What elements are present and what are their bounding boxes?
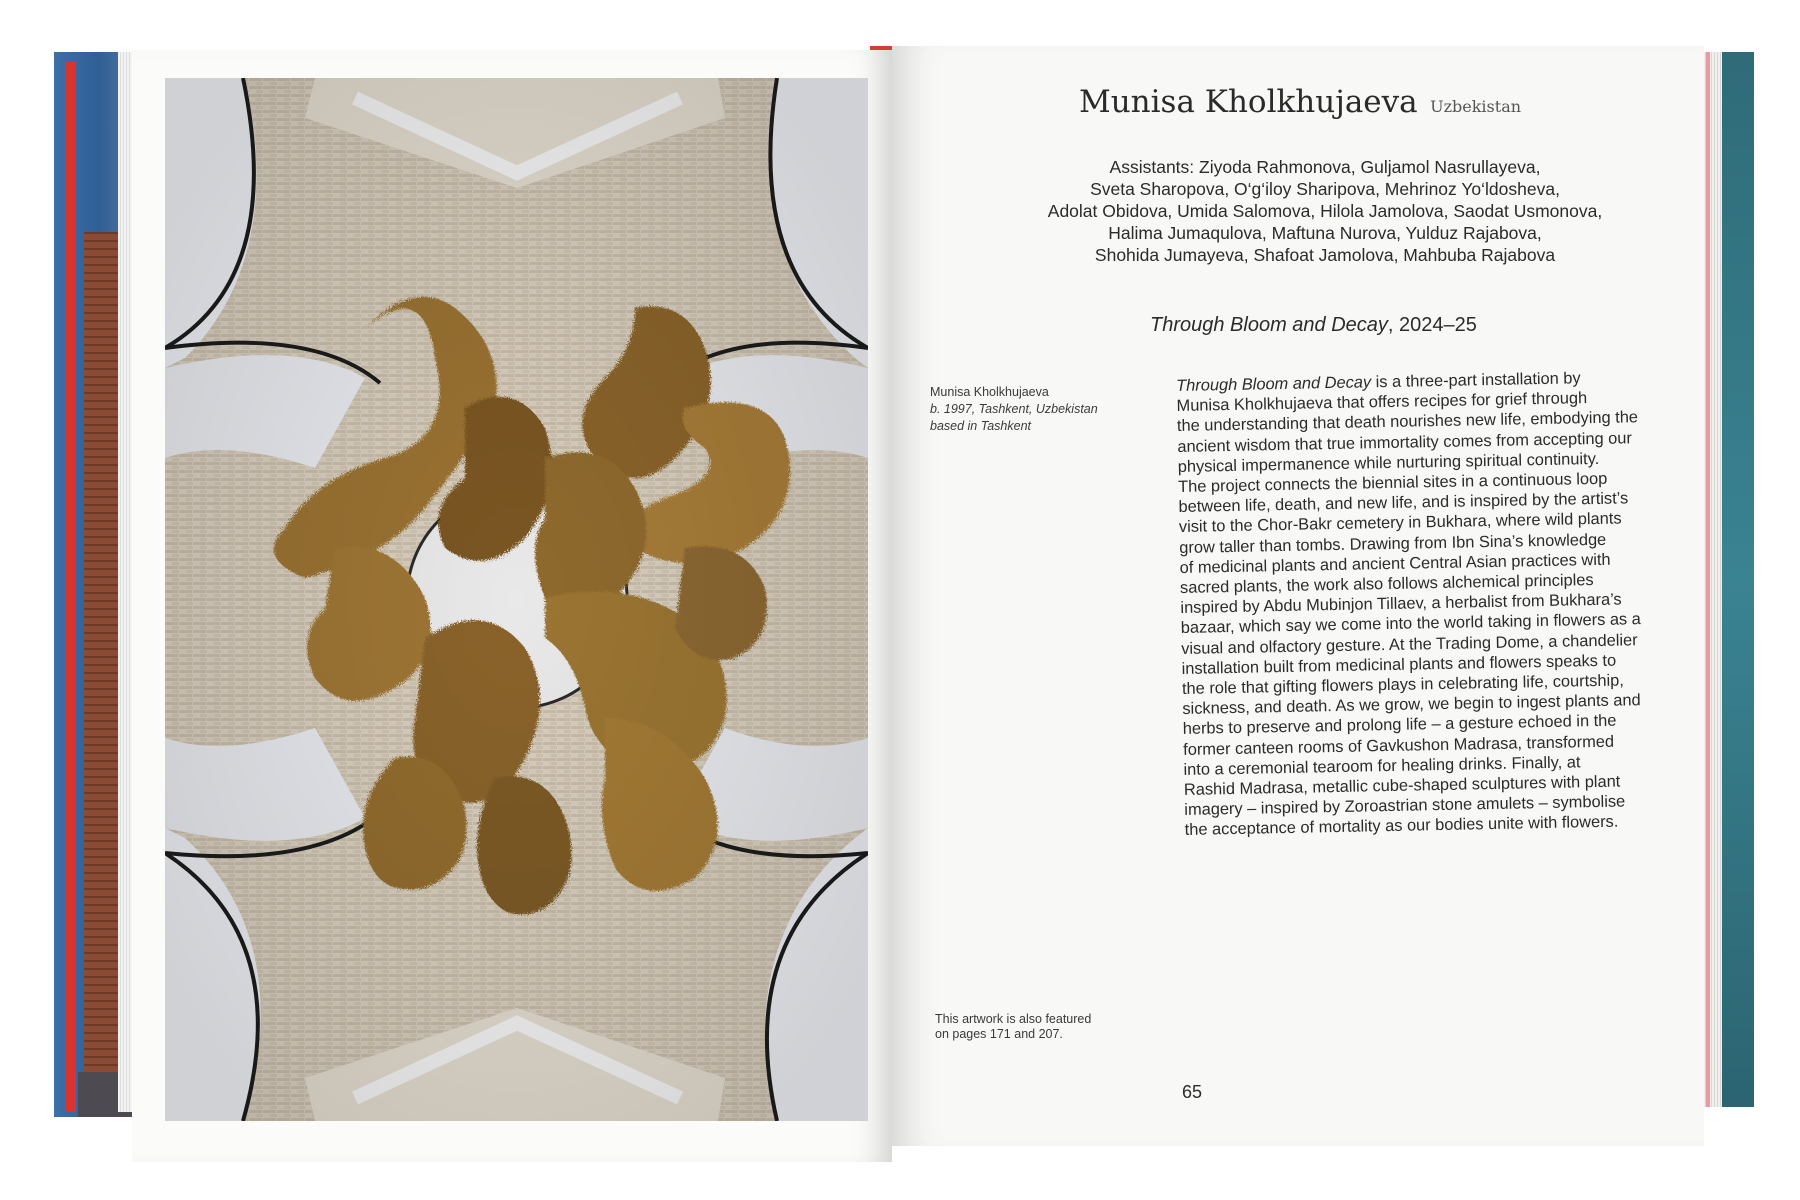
bio-based: based in Tashkent [930, 419, 1032, 433]
assistants-credits [975, 156, 1675, 266]
work-title [1150, 314, 1570, 337]
page-edge-pink-insert [1706, 52, 1710, 1107]
description-line: the understanding that death nourishes new life, embodying the [1176, 408, 1639, 436]
artist-header [1000, 84, 1600, 120]
artist-name: Munisa Kholkhujaeva [1078, 84, 1418, 120]
description-line: of medicinal plants and ancient Central Asian practices with [1179, 550, 1611, 577]
description-line: physical impermanence while nurturing spiritual continuity. [1177, 449, 1600, 476]
work-title-years: , 2024–25 [1387, 314, 1477, 336]
bio-name: Munisa Kholkhujaeva [930, 385, 1049, 399]
assistants-line: Assistants: Ziyoda Rahmonova, Guljamol Nasrullayeva, [1109, 157, 1541, 177]
description-line: visit to the Chor-Bakr cemetery in Bukhara, where wild plants [1178, 509, 1622, 537]
description-line: installation built from medicinal plants and flowers speaks to [1181, 651, 1617, 678]
cross-reference-note [935, 1012, 1135, 1042]
artist-country: Uzbekistan [1430, 97, 1522, 116]
description-line: visual and olfactory gesture. At the Trading Dome, a chandelier [1181, 630, 1638, 658]
description-line: between life, death, and new life, and is inspired by the artist’s [1178, 489, 1629, 517]
description-line: The project connects the biennial sites in a continuous loop [1177, 469, 1608, 496]
artist-bio [930, 384, 1150, 435]
assistants-line: Sveta Sharopova, O‘g‘iloy Sharipova, Mehrinoz Yo‘ldosheva, [1090, 179, 1560, 199]
footnote-line: This artwork is also featured [935, 1012, 1092, 1026]
assistants-line: Halima Jumaqulova, Maftuna Nurova, Yulduz Rajabova, [1108, 223, 1542, 243]
artwork-description [1176, 366, 1685, 840]
book-cover-right-edge [1720, 52, 1754, 1107]
description-line: bazaar, which say we come into the world taking in flowers as a [1180, 610, 1642, 638]
footnote-line: on pages 171 and 207. [935, 1027, 1063, 1041]
installation-photo [165, 78, 868, 1121]
page-number: 65 [1182, 1082, 1203, 1102]
description-line: the acceptance of mortality as our bodies unite with flowers. [1184, 813, 1619, 840]
description-line: ancient wisdom that true immortality comes from accepting our [1177, 428, 1633, 456]
description-line: sickness, and death. As we grow, we begin to ingest plants and [1182, 691, 1641, 719]
description-line: imagery – inspired by Zoroastrian stone amulets – symbolise [1184, 792, 1626, 820]
description-line: grow taller than tombs. Drawing from Ibn Sina’s knowledge [1179, 530, 1607, 557]
dome-chandelier-image [165, 78, 868, 1121]
description-first-rest: is a three-part installation by [1370, 369, 1581, 392]
description-line: the role that gifting flowers plays in celebrating life, courtship, [1181, 671, 1624, 698]
bio-born: b. 1997, Tashkent, Uzbekistan [930, 402, 1098, 416]
assistants-line: Shohida Jumayeva, Shafoat Jamolova, Mahbuba Rajabova [1094, 245, 1556, 265]
assistants-line: Adolat Obidova, Umida Salomova, Hilola Jamolova, Saodat Usmonova, [1047, 201, 1603, 221]
work-title-name: Through Bloom and Decay [1150, 314, 1388, 336]
cover-red-strip [66, 62, 76, 1112]
description-line: inspired by Abdu Mubinjon Tillaev, a herbalist from Bukhara’s [1180, 590, 1622, 618]
description-line: into a ceremonial tearoom for healing drinks. Finally, at [1183, 753, 1581, 779]
description-line: sacred plants, the work also follows alchemical principles [1179, 571, 1594, 597]
description-line: herbs to preserve and prolong life – a gesture echoed in the [1182, 712, 1617, 739]
description-italic-title: Through Bloom and Decay [1176, 373, 1372, 395]
description-line: Munisa Kholkhujaeva that offers recipes for grief through [1176, 389, 1588, 416]
description-line: former canteen rooms of Gavkushon Madrasa, transformed [1183, 732, 1615, 759]
description-line: Rashid Madrasa, metallic cube-shaped sculptures with plant [1183, 772, 1621, 799]
